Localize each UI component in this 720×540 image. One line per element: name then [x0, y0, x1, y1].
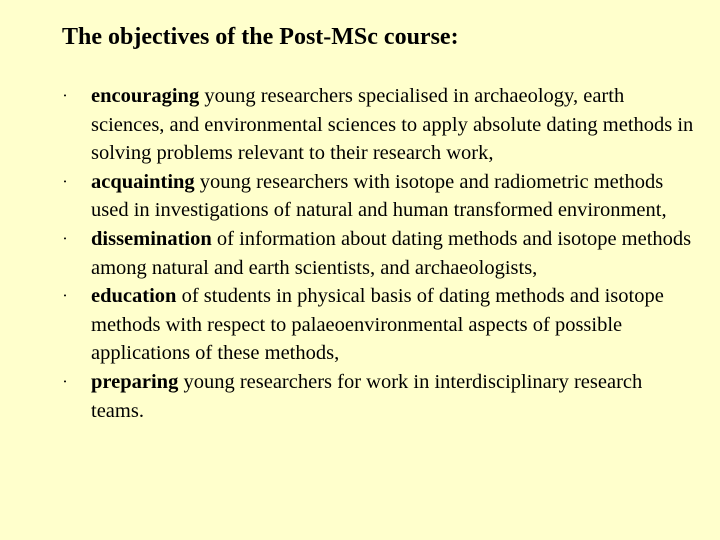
list-item [58, 368, 698, 425]
objective-term: encouraging [91, 85, 200, 107]
objective-text: of information about dating methods and isotope methods among natural and earth scientists, and archaeologists, [91, 227, 692, 279]
objectives-list [58, 82, 698, 425]
objective-text: of students in physical basis of dating methods and isotope methods with respect to palaeoenvironmental aspects of possible applications of these methods, [91, 285, 664, 365]
list-item [58, 82, 698, 168]
objective-text: young researchers for work in interdisciplinary research teams. [91, 370, 643, 422]
bullet-icon: ∙ [62, 171, 68, 191]
bullet-icon: ∙ [62, 286, 68, 306]
objective-term: education [91, 285, 177, 308]
bullet-icon: ∙ [62, 371, 68, 391]
objective-text: young researchers specialised in archaeology, earth sciences, and environmental sciences to apply absolute dating methods in solving problems relevant to their research work, [91, 85, 694, 165]
objective-term: acquainting [91, 170, 195, 193]
bullet-icon: ∙ [62, 86, 68, 105]
list-item [58, 168, 698, 225]
objective-text: young researchers with isotope and radiometric methods used in investigations of natural and human transformed environment, [91, 170, 667, 222]
list-item [58, 282, 698, 368]
bullet-icon: ∙ [62, 228, 68, 248]
slide-title: The objectives of the Post-MSc course: [62, 24, 459, 50]
objective-term: dissemination [91, 227, 212, 250]
list-item [58, 225, 698, 282]
objective-term: preparing [91, 370, 179, 393]
